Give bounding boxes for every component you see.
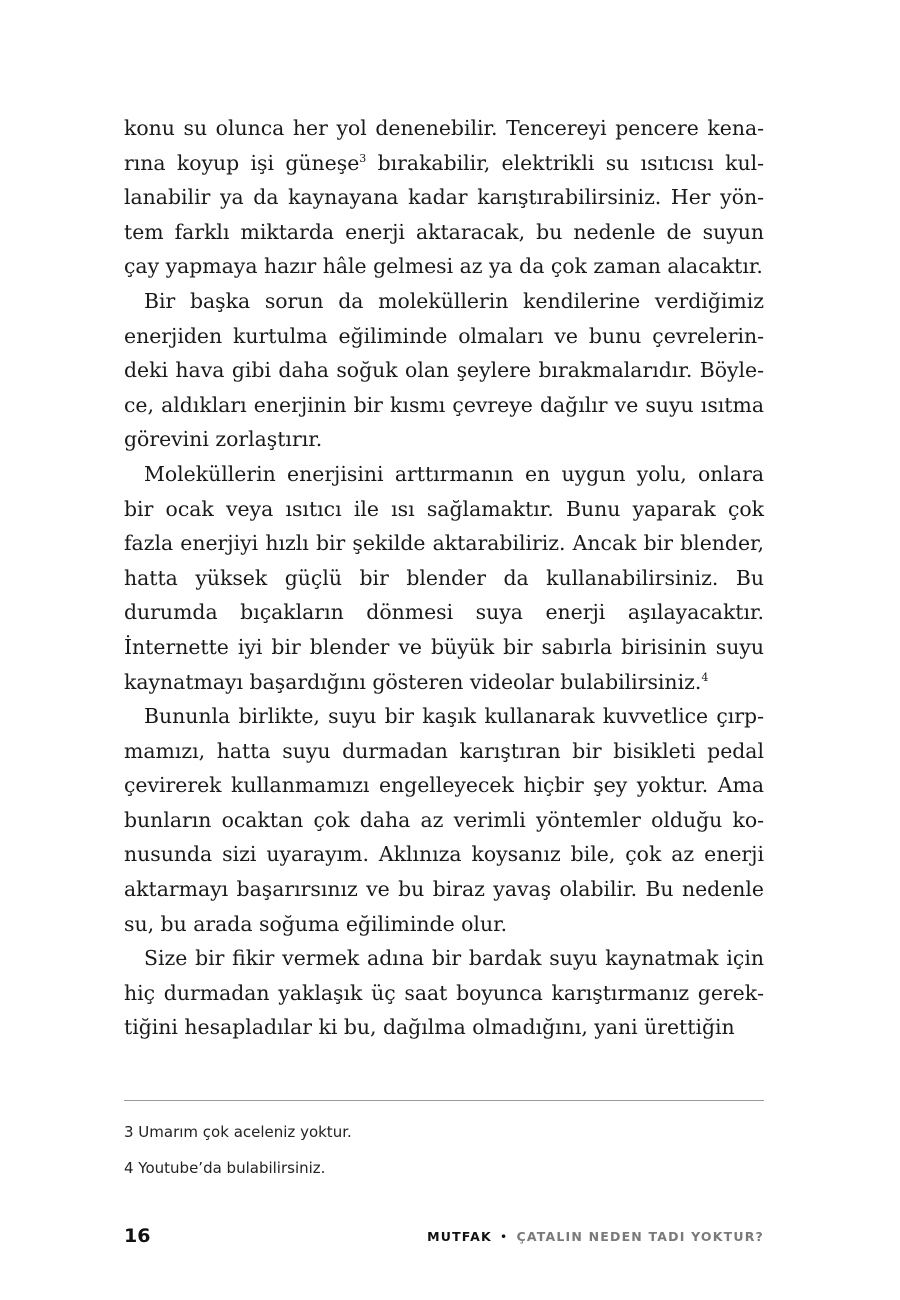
- paragraph-3: [124, 457, 764, 699]
- book-title: ÇATALIN NEDEN TADI YOKTUR?: [516, 1229, 764, 1244]
- page-footer: [124, 1225, 764, 1251]
- footnotes: [124, 1122, 764, 1194]
- section-name: MUTFAK: [427, 1229, 492, 1244]
- main-text: [124, 111, 764, 1045]
- footnote-divider: [124, 1100, 764, 1101]
- page-number: 16: [124, 1225, 151, 1247]
- paragraph-5: Size bir fikir vermek adına bir bardak suyu kaynatmak için hiç durmadan yaklaşık üç saat boyunca karıştırmanız gerektiğini hesapladılar ki bu, dağılma olmadığını, yani ürettiğin: [124, 946, 764, 1040]
- paragraph-3-text: Moleküllerin enerjisini arttırmanın en uygun yolu, onlara bir ocak veya ısıtıcı ile ısı sağlamaktır. Bunu yaparak çok fazla enerjiyi hızlı bir şekilde aktarabiliriz. Ancak bir blender, hatta yüksek güçlü bir blender da kullanabilirsiniz. Bu durumda bıçakların dönmesi suya enerji aşılayacaktır. İnternette iyi bir blender ve büyük bir sabırla birisinin suyu kaynatmayı başardığını gösteren videolar bulabilirsiniz.: [124, 461, 764, 694]
- paragraph-1-text-a: konu su olunca her yol denenebilir. Tencereyi pencere kenarına koyup işi güneşe: [124, 116, 764, 175]
- footnote-ref-3: 3: [359, 151, 367, 165]
- footnote-ref-4: 4: [701, 670, 709, 684]
- running-head: [427, 1229, 764, 1244]
- paragraph-4: Bununla birlikte, suyu bir kaşık kullanarak kuvvetlice çırpmamızı, hatta suyu durmadan karıştıran bir bisikleti pedal çevirerek kullanmamızı engelleyecek hiçbir şey yoktur. Ama bunların ocaktan çok daha az verimli yöntemler olduğu konusunda sizi uyarayım. Aklınıza koysanız bile, çok az enerji aktarmayı başarırsınız ve bu biraz yavaş olabilir. Bu nedenle su, bu arada soğuma eğiliminde olur.: [124, 704, 764, 936]
- paragraph-2: Bir başka sorun da moleküllerin kendilerine verdiğimiz enerjiden kurtulma eğiliminde olmaları ve bunu çevrelerindeki hava gibi daha soğuk olan şeylere bırakmalarıdır. Böylece, aldıkları enerjinin bir kısmı çevreye dağılır ve suyu ısıtma görevini zorlaştırır.: [124, 288, 764, 452]
- paragraph-1-text-b: bırakabilir, elektrikli su ısıtıcısı kullanabilir ya da kaynayana kadar karıştırabilirsiniz. Her yöntem farklı miktarda enerji aktaracak, bu nedenle de suyun çay yapmaya hazır hâle gelmesi az ya da çok zaman alacaktır.: [124, 150, 764, 279]
- footnote-3: 3 Umarım çok aceleniz yoktur.: [124, 1123, 352, 1141]
- paragraph-1: [124, 111, 764, 284]
- footnote-4: 4 Youtube’da bulabilirsiniz.: [124, 1159, 326, 1177]
- bullet-separator: •: [499, 1229, 509, 1244]
